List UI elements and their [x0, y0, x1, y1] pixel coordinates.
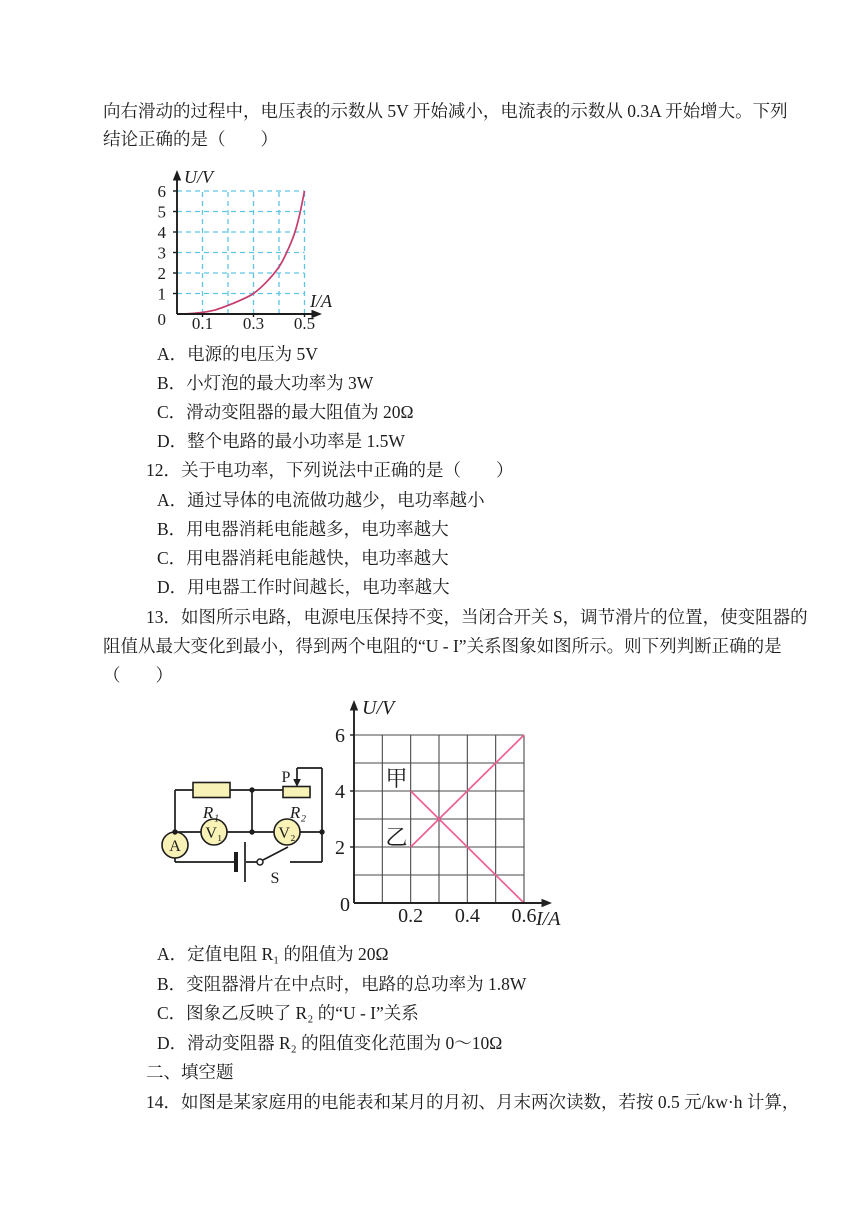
switch-blade: [263, 847, 288, 860]
label-v2: V₂: [278, 825, 296, 842]
q14-stem: 14．如图是某家庭用的电能表和某月的月初、月末两次读数，若按 0.5 元/kw·h 计算，: [146, 1092, 800, 1112]
svg-text:1: 1: [157, 284, 166, 304]
grid: [177, 191, 305, 314]
label-slider-p: P: [281, 769, 291, 786]
q12-option-b: B．用电器消耗电能越多，电功率越大: [157, 519, 449, 539]
svg-text:0.3: 0.3: [242, 314, 265, 333]
svg-text:U/V: U/V: [362, 697, 395, 719]
svg-text:0.1: 0.1: [191, 314, 214, 333]
label-ammeter: A: [169, 838, 181, 855]
svg-text:I/A: I/A: [536, 908, 561, 930]
switch-pivot: [257, 859, 263, 865]
svg-text:甲: 甲: [385, 766, 408, 792]
q11-option-d: D．整个电路的最小功率是 1.5W: [157, 431, 405, 451]
label-r1: R₁: [202, 803, 220, 822]
svg-text:I/A: I/A: [310, 291, 332, 311]
q13-option-c: C．图象乙反映了 R₂ 的“U - I”关系: [157, 1003, 419, 1023]
svg-text:0.5: 0.5: [293, 314, 316, 333]
svg-text:4: 4: [157, 222, 166, 242]
q13-chart: [330, 690, 580, 935]
resistor-r1: [193, 783, 230, 798]
svg-text:4: 4: [335, 780, 345, 803]
q11-option-b: B．小灯泡的最大功率为 3W: [157, 373, 374, 393]
svg-text:乙: 乙: [385, 824, 408, 850]
axes: [350, 700, 552, 907]
svg-text:6: 6: [157, 181, 166, 201]
svg-text:2: 2: [157, 263, 166, 283]
svg-text:2: 2: [335, 836, 345, 859]
q13-stem-line-2: 阻值从最大变化到最小，得到两个电阻的“U - I”关系图象如图所示。则下列判断正确的是: [103, 636, 782, 656]
q13-option-a: A．定值电阻 R₁ 的阻值为 20Ω: [157, 944, 389, 964]
q13-stem-line-1: 13．如图所示电路，电源电压保持不变，当闭合开关 S，调节滑片的位置，使变阻器的: [146, 607, 808, 627]
q12-option-a: A．通过导体的电流做功越少，电功率越小: [157, 490, 485, 510]
tick-labels: [335, 697, 561, 930]
q11-context-line-1: 向右滑动的过程中，电压表的示数从 5V 开始减小，电流表的示数从 0.3A 开始增大。下列: [103, 101, 788, 121]
svg-text:0.2: 0.2: [398, 905, 424, 927]
q11-chart: [140, 158, 355, 350]
svg-text:0: 0: [157, 310, 166, 329]
q11-option-a: A．电源的电压为 5V: [157, 344, 318, 364]
label-switch-s: S: [270, 870, 280, 887]
svg-text:0: 0: [340, 894, 350, 916]
q11-option-c: C．滑动变阻器的最大阻值为 20Ω: [157, 402, 414, 422]
label-r2: R₂: [289, 803, 307, 822]
svg-text:0.4: 0.4: [454, 905, 480, 927]
circuit-diagram: [150, 748, 350, 903]
q13-stem-line-3: （ ）: [103, 665, 173, 685]
svg-text:U/V: U/V: [184, 167, 213, 187]
q11-context-line-2: 结论正确的是（ ）: [103, 129, 278, 149]
q13-option-d: D．滑动变阻器 R₂ 的阻值变化范围为 0～10Ω: [157, 1033, 503, 1053]
svg-text:6: 6: [335, 724, 345, 747]
label-v1: V₁: [205, 825, 223, 842]
q12-option-d: D．用电器工作时间越长，电功率越大: [157, 577, 450, 597]
section-2-heading: 二、填空题: [146, 1062, 234, 1082]
svg-text:3: 3: [157, 243, 166, 263]
tick-labels: [158, 167, 333, 333]
q13-option-b: B．变阻器滑片在中点时，电路的总功率为 1.8W: [157, 974, 527, 994]
q12-option-c: C．用电器消耗电能越快，电功率越大: [157, 548, 449, 568]
svg-text:5: 5: [157, 202, 166, 222]
axes: [173, 170, 322, 318]
rheostat-r2: [283, 787, 310, 798]
svg-text:0.6: 0.6: [511, 905, 537, 927]
q12-stem: 12．关于电功率，下列说法中正确的是（ ）: [146, 460, 514, 480]
